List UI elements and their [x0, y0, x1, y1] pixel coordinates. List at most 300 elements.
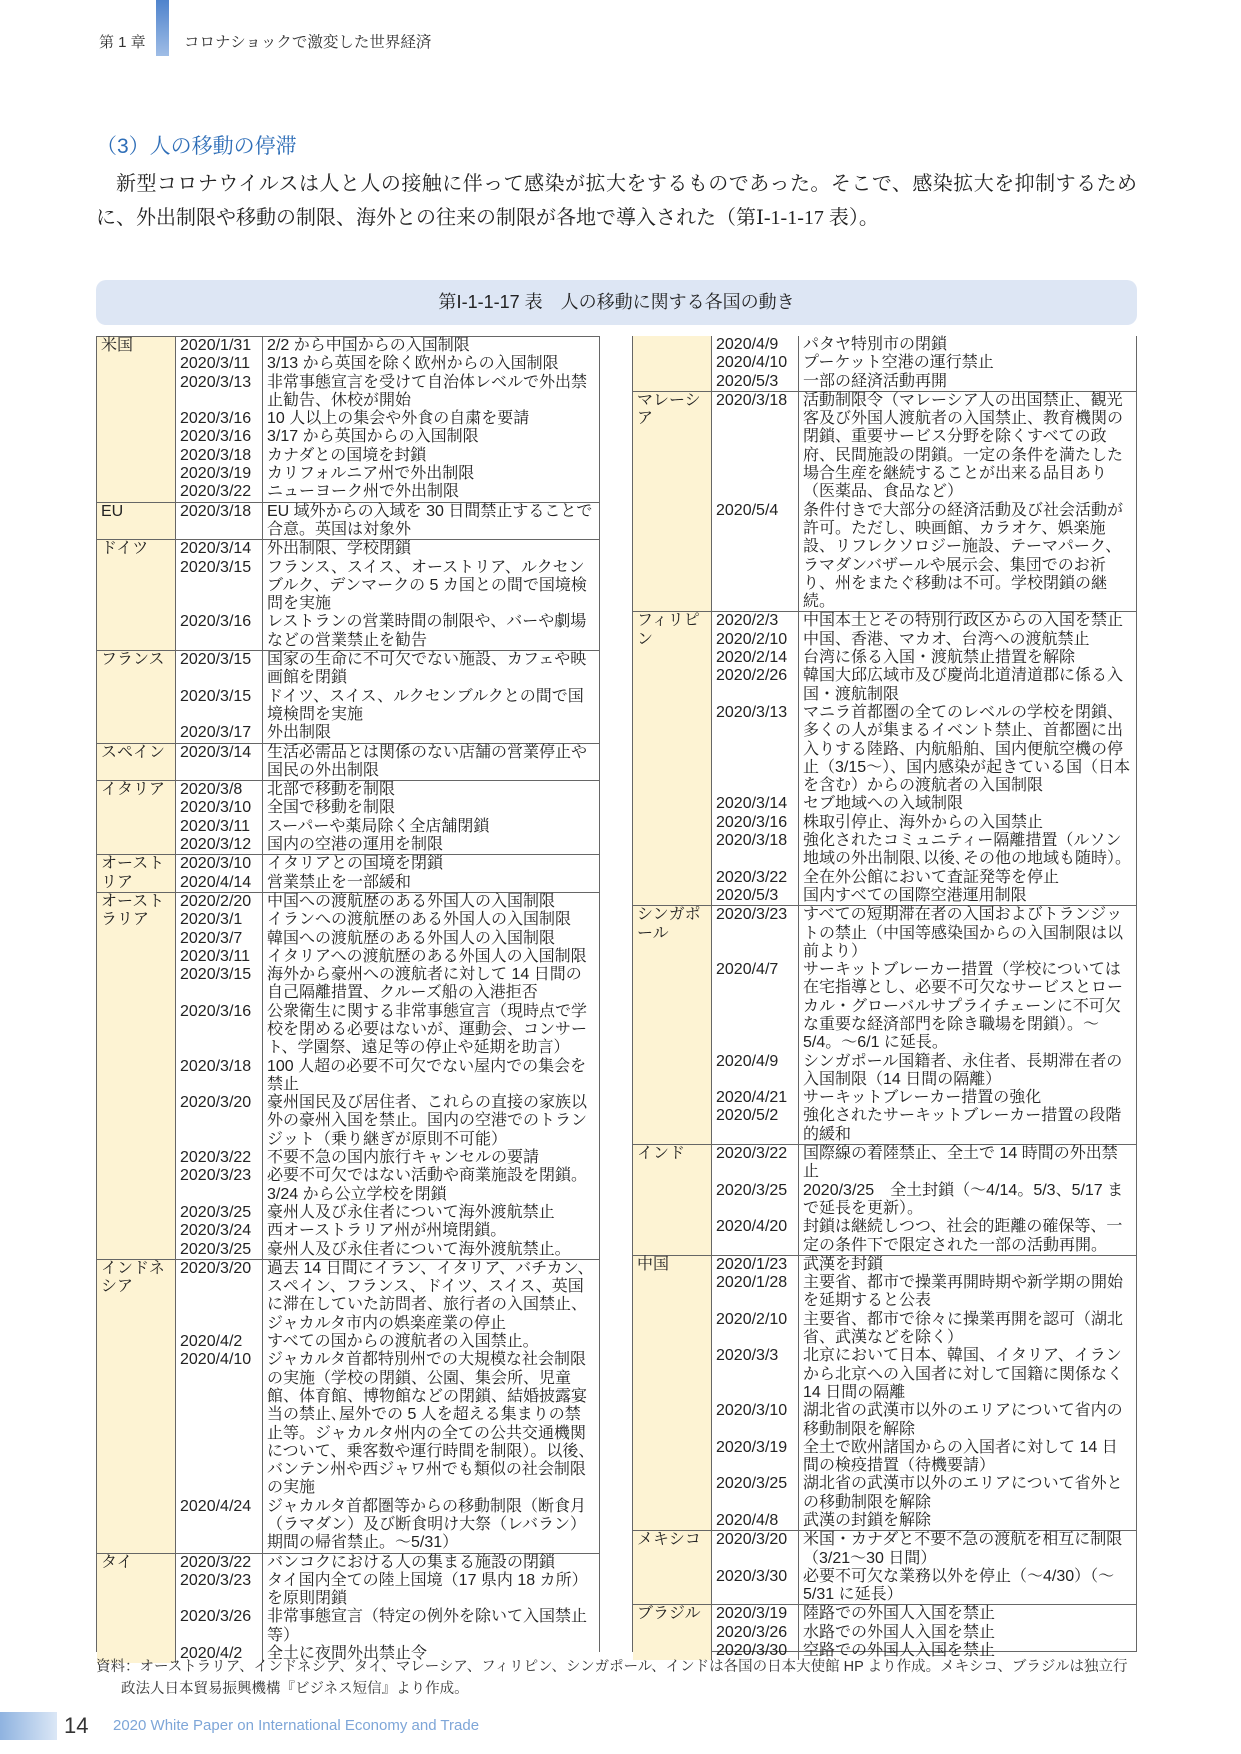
event-cell: 2020/3/25 全土封鎖（〜4/14。5/3、5/17 まで延長を更新）。	[803, 1181, 1124, 1217]
date-cell: 2020/2/20	[176, 893, 263, 911]
date-cell: 2020/4/9	[712, 336, 799, 354]
country-group	[633, 1531, 1136, 1605]
table-left-column	[96, 336, 600, 1663]
country-cell: イタリア	[97, 781, 176, 854]
table-row	[176, 613, 599, 650]
event-cell: 営業禁止を一部緩和	[267, 873, 412, 891]
event-cell: タイ国内全ての陸上国境（17 県内 18 カ所）を原則閉鎖	[267, 1571, 588, 1608]
table-row	[176, 374, 599, 411]
entries-list	[712, 392, 1136, 612]
country-cell: ドイツ	[97, 540, 176, 650]
event-cell: カナダとの国境を封鎖	[267, 446, 427, 464]
table-row	[176, 836, 599, 854]
date-cell: 2020/3/22	[176, 483, 263, 501]
table-row	[712, 961, 1136, 1052]
table-right-column	[632, 336, 1137, 1660]
event-cell: ドイツ、スイス、ルクセンブルクとの間で国境検問を実施	[267, 687, 584, 723]
country-cell: インドネシア	[97, 1260, 176, 1553]
table-row	[712, 667, 1136, 704]
event-cell: 強化されたコミュニティー隔離措置（ルソン地域の外出制限､以後､その他の地域も随時）。	[803, 832, 1132, 868]
event-cell: バンコクにおける人の集まる施設の閉鎖	[267, 1553, 556, 1571]
event-cell: ジャカルタ首都圏等からの移動制限（断食月（ラマダン）及び断食明け大祭（レバラン）期間の帰省禁止。〜5/31）	[267, 1497, 587, 1552]
date-cell: 2020/3/15	[176, 688, 263, 725]
event-cell: マニラ首都圏の全てのレベルの学校を閉鎖、多くの人が集まるイベント禁止、首都圏に出入りする陸路、内航船舶、国内便航空機の停止（3/15〜）、国内感染が起きている国（日本を含む）からの渡航者の入国制限	[803, 703, 1131, 795]
date-cell: 2020/3/30	[712, 1642, 799, 1660]
event-cell: 100 人超の必要不可欠でない屋内での集会を禁止	[267, 1057, 587, 1093]
date-cell: 2020/3/13	[712, 704, 799, 795]
table-row	[712, 354, 1136, 372]
event-cell: 中国本土とその特別行政区からの入国を禁止	[803, 612, 1124, 630]
table-row	[176, 1333, 599, 1351]
country-cell: シンガポール	[633, 906, 712, 1144]
event-cell: 全国で移動を制限	[267, 799, 396, 817]
date-cell: 2020/3/10	[176, 855, 263, 873]
event-cell: パタヤ特別市の閉鎖	[803, 336, 948, 353]
country-cell: スペイン	[97, 744, 176, 781]
table-row	[176, 540, 599, 558]
table-row	[712, 1107, 1136, 1144]
table-row	[176, 1167, 599, 1204]
entries-list	[176, 540, 599, 650]
table-row	[712, 814, 1136, 832]
event-cell: 2/2 から中国からの入国制限	[267, 337, 470, 354]
table-row	[176, 1204, 599, 1222]
date-cell: 2020/2/10	[712, 631, 799, 649]
date-cell: 2020/3/16	[176, 613, 263, 650]
event-cell: プーケット空港の運行禁止	[803, 354, 994, 372]
entries-list	[712, 336, 1136, 391]
event-cell: 公衆衛生に関する非常事態宣言（現時点で学校を閉める必要はないが、運動会、コンサート、学園祭、遠足等の停止や延期を助言）	[267, 1002, 588, 1057]
event-cell: 海外から豪州への渡航者に対して 14 日間の自己隔離措置、クルーズ船の入港拒否	[267, 966, 582, 1002]
table-row	[176, 337, 599, 355]
event-cell: 中国、香港、マカオ、台湾への渡航禁止	[803, 630, 1090, 648]
table-row	[176, 447, 599, 465]
event-cell: 豪州人及び永住者について海外渡航禁止	[267, 1203, 555, 1221]
table-row	[712, 1531, 1136, 1568]
event-cell: 株取引停止、海外からの入国禁止	[803, 813, 1044, 831]
country-cell	[633, 336, 712, 391]
date-cell: 2020/4/21	[712, 1089, 799, 1107]
table-row	[176, 966, 599, 1003]
table-row	[712, 1624, 1136, 1642]
page-number: 14	[64, 1713, 89, 1738]
table-row	[712, 373, 1136, 391]
country-group	[633, 1145, 1136, 1256]
table-row	[176, 1572, 599, 1609]
table-row	[712, 906, 1136, 961]
country-cell: 米国	[97, 337, 176, 502]
country-group	[97, 1554, 599, 1664]
entries-list	[712, 1605, 1136, 1660]
country-group	[633, 1256, 1136, 1531]
event-cell: サーキットブレーカー措置（学校については在宅指導とし、必要不可欠なサービスとローカル・グローバルサプライチェーンに不可欠な重要な経済部門を除き職場を閉鎖）。〜5/4。〜6/1 に延長。	[803, 961, 1124, 1052]
date-cell: 2020/2/3	[712, 612, 799, 630]
event-cell: セブ地域への入域制限	[803, 795, 964, 813]
date-cell: 2020/3/25	[712, 1475, 799, 1512]
event-cell: 韓国への渡航歴のある外国人の入国制限	[267, 929, 556, 947]
date-cell: 2020/3/15	[176, 559, 263, 614]
country-group	[97, 744, 599, 782]
table-row	[176, 855, 599, 873]
date-cell: 2020/3/26	[712, 1624, 799, 1642]
date-cell: 2020/3/25	[176, 1241, 263, 1259]
footer-accent-bar	[0, 1712, 57, 1740]
event-cell: 米国・カナダと不要不急の渡航を相互に制限（3/21〜30 日間）	[803, 1531, 1123, 1567]
event-cell: 空路での外国人入国を禁止	[803, 1642, 996, 1660]
entries-list	[712, 906, 1136, 1144]
table-row	[176, 874, 599, 892]
entries-list	[176, 893, 599, 1259]
country-group	[97, 540, 599, 651]
event-cell: 必要不可欠な業務以外を停止（〜4/30）（〜5/31 に延長）	[803, 1567, 1115, 1604]
entries-list	[176, 651, 599, 742]
event-cell: 必要不可欠ではない活動や商業施設を閉鎖。3/24 から公立学校を閉鎖	[267, 1167, 588, 1203]
table-row	[176, 911, 599, 929]
event-cell: 主要省、都市で徐々に操業再開を認可（湖北省、武漢などを除く）	[803, 1310, 1124, 1347]
table-row	[176, 893, 599, 911]
table-row	[712, 1089, 1136, 1107]
table-row	[176, 930, 599, 948]
event-cell: 湖北省の武漢市以外のエリアについて省内の移動制限を解除	[803, 1402, 1123, 1438]
date-cell: 2020/3/22	[176, 1149, 263, 1167]
table-row	[176, 559, 599, 614]
table-row	[712, 1182, 1136, 1219]
date-cell: 2020/3/23	[712, 906, 799, 961]
table-row	[176, 355, 599, 373]
table-row	[712, 1053, 1136, 1090]
event-cell: 過去 14 日間にイラン、イタリア、バチカン、スペイン、フランス、ドイツ、スイス、英国に滞在していた訪問者、旅行者の入国禁止、ジャカルタ市内の娯楽産業の停止	[267, 1259, 594, 1332]
date-cell: 2020/3/7	[176, 930, 263, 948]
table-row	[176, 1608, 599, 1645]
date-cell: 2020/1/23	[712, 1256, 799, 1274]
table-row	[176, 1351, 599, 1497]
date-cell: 2020/3/26	[176, 1608, 263, 1645]
table-row	[176, 503, 599, 540]
date-cell: 2020/3/10	[712, 1402, 799, 1439]
date-cell: 2020/3/18	[176, 447, 263, 465]
event-cell: 豪州人及び永住者について海外渡航禁止。	[267, 1240, 571, 1258]
event-cell: カリフォルニア州で外出制限	[267, 465, 475, 483]
table-row	[176, 1149, 599, 1167]
table-row	[176, 428, 599, 446]
event-cell: 西オーストラリア州が州境閉鎖。	[267, 1222, 507, 1240]
event-cell: 外出制限	[267, 724, 332, 742]
entries-list	[712, 1256, 1136, 1530]
section-heading: （3）人の移動の停滞	[96, 135, 297, 158]
date-cell: 2020/3/11	[176, 948, 263, 966]
table-row	[712, 392, 1136, 502]
date-cell: 2020/4/10	[712, 354, 799, 372]
table-row	[176, 818, 599, 836]
table-row	[176, 724, 599, 742]
date-cell: 2020/3/10	[176, 799, 263, 817]
chapter-label: 第 1 章	[99, 34, 146, 51]
event-cell: 非常事態宣言（特定の例外を除いて入国禁止等）	[267, 1608, 588, 1644]
event-cell: 外出制限、学校閉鎖	[267, 540, 412, 558]
event-cell: すべての国からの渡航者の入国禁止。	[267, 1333, 539, 1351]
date-cell: 2020/3/22	[712, 869, 799, 887]
table-row	[176, 1498, 599, 1553]
table-row	[712, 887, 1136, 905]
event-cell: 北部で移動を制限	[267, 781, 396, 799]
date-cell: 2020/3/19	[712, 1439, 799, 1476]
table-row	[712, 612, 1136, 630]
event-cell: 中国への渡航歴のある外国人の入国制限	[267, 892, 556, 910]
country-cell: タイ	[97, 1554, 176, 1664]
table-row	[712, 1475, 1136, 1512]
date-cell: 2020/4/8	[712, 1512, 799, 1530]
table-row	[176, 1058, 599, 1095]
table-row	[712, 1439, 1136, 1476]
event-cell: 水路での外国人入国を禁止	[803, 1623, 996, 1641]
country-group	[97, 337, 599, 503]
entries-list	[176, 855, 599, 892]
date-cell: 2020/3/16	[176, 410, 263, 428]
date-cell: 2020/3/1	[176, 911, 263, 929]
event-cell: 活動制限令（マレーシア人の出国禁止、観光客及び外国人渡航者の入国禁止、教育機関の閉鎖、重要サービス分野を除くすべての政府、民間施設の閉鎖。一定の条件を満たした場合生産を継続することが出来る品目あり（医薬品、食品など）	[803, 391, 1124, 501]
event-cell: レストランの営業時間の制限や、バーや劇場などの営業禁止を勧告	[267, 613, 587, 649]
date-cell: 2020/3/3	[712, 1347, 799, 1402]
date-cell: 2020/1/28	[712, 1274, 799, 1311]
entries-list	[176, 503, 599, 540]
table-row	[712, 1145, 1136, 1182]
table-title-banner	[96, 280, 1137, 325]
date-cell: 2020/4/2	[176, 1645, 263, 1663]
table-row	[712, 795, 1136, 813]
event-cell: 台湾に係る入国・渡航禁止措置を解除	[803, 649, 1076, 667]
country-group	[97, 503, 599, 541]
event-cell: 3/13 から英国を除く欧州からの入国制限	[267, 355, 559, 373]
table-row	[712, 1311, 1136, 1348]
country-group	[633, 906, 1136, 1145]
event-cell: 主要省、都市で操業再開時期や新学期の開始を延期すると公表	[803, 1274, 1124, 1310]
date-cell: 2020/3/20	[712, 1531, 799, 1568]
date-cell: 2020/3/25	[712, 1182, 799, 1219]
table-row	[176, 688, 599, 725]
event-cell: ジャカルタ首都特別州での大規模な社会制限の実施（学校の閉鎖、公園、集会所、児童館、体育館、博物館などの閉鎖、結婚披露宴当の禁止､屋外での 5 人を超える集まりの禁止等。ジャカルタ州内の全ての公共交通機関について、乗客数や運行時間を制限）。以後、バンテン州や西ジャワ州でも類似の社会制限の実施	[267, 1351, 595, 1497]
event-cell: 一部の経済活動再開	[803, 372, 948, 390]
header-accent-bar	[156, 0, 169, 56]
country-cell: フランス	[97, 651, 176, 742]
country-cell: オーストラリア	[97, 893, 176, 1259]
date-cell: 2020/3/20	[176, 1260, 263, 1333]
date-cell: 2020/5/3	[712, 373, 799, 391]
date-cell: 2020/3/20	[176, 1094, 263, 1149]
table-row	[176, 1241, 599, 1259]
entries-list	[176, 781, 599, 854]
date-cell: 2020/3/25	[176, 1204, 263, 1222]
country-cell: メキシコ	[633, 1531, 712, 1604]
date-cell: 2020/3/22	[176, 1554, 263, 1572]
date-cell: 2020/4/20	[712, 1218, 799, 1255]
event-cell: 陸路での外国人入国を禁止	[803, 1605, 996, 1623]
event-cell: 武漢を封鎖	[803, 1255, 884, 1273]
date-cell: 2020/2/14	[712, 649, 799, 667]
table-row	[712, 1568, 1136, 1605]
country-group	[97, 893, 599, 1260]
event-cell: シンガポール国籍者、永住者、長期滞在者の入国制限（14 日間の隔離）	[803, 1052, 1123, 1088]
date-cell: 2020/4/9	[712, 1053, 799, 1090]
event-cell: 生活必需品とは関係のない店舗の営業停止や国民の外出制限	[267, 743, 588, 779]
country-cell: 中国	[633, 1256, 712, 1530]
date-cell: 2020/3/13	[176, 374, 263, 411]
country-group	[633, 336, 1136, 392]
event-cell: 強化されたサーキットブレーカー措置の段階的緩和	[803, 1107, 1122, 1143]
date-cell: 2020/3/16	[176, 428, 263, 446]
entries-list	[712, 612, 1136, 905]
table-row	[712, 1218, 1136, 1255]
date-cell: 2020/3/23	[176, 1572, 263, 1609]
event-cell: 北京において日本、韓国、イタリア、イランから北京への入国者に対して国籍に関係なく 14 日間の隔離	[803, 1347, 1124, 1401]
section-body: 新型コロナウイルスは人と人の接触に伴って感染が拡大をするものであった。そこで、感染拡大を抑制するために、外出制限や移動の制限、海外との往来の制限が各地で導入された（第Ⅰ-1-1-17 表）。	[96, 173, 1137, 229]
entries-list	[176, 337, 599, 502]
event-cell: EU 域外からの入域を 30 日間禁止することで合意。英国は対象外	[267, 502, 593, 538]
chapter-title: コロナショックで激変した世界経済	[184, 34, 432, 51]
event-cell: 湖北省の武漢市以外のエリアについて省外との移動制限を解除	[803, 1475, 1123, 1511]
date-cell: 2020/3/15	[176, 966, 263, 1003]
date-cell: 2020/3/23	[176, 1167, 263, 1204]
table-row	[176, 410, 599, 428]
date-cell: 2020/3/15	[176, 651, 263, 688]
event-cell: 国内の空港の運用を制限	[267, 836, 444, 854]
table-row	[176, 744, 599, 781]
event-cell: イタリアへの渡航歴のある外国人の入国制限	[267, 947, 587, 965]
entries-list	[176, 1554, 599, 1664]
country-group	[97, 651, 599, 743]
table-row	[712, 1274, 1136, 1311]
event-cell: フランス、スイス、オーストリア、ルクセンブルク、デンマークの 5 カ国との間で国境検問を実施	[267, 558, 587, 613]
table-row	[176, 1554, 599, 1572]
country-cell: インド	[633, 1145, 712, 1255]
table-row	[712, 649, 1136, 667]
date-cell: 2020/3/14	[712, 795, 799, 813]
event-cell: 国内すべての国際空港運用制限	[803, 886, 1027, 904]
event-cell: すべての短期滞在者の入国およびトランジットの禁止（中国等感染国からの入国制限は以前より）	[803, 906, 1124, 960]
event-cell: 3/17 から英国からの入国制限	[267, 428, 479, 446]
entries-list	[176, 1260, 599, 1553]
event-cell: 封鎖は継続しつつ、社会的距離の確保等、一定の条件下で限定された一部の活動再開。	[803, 1218, 1123, 1254]
table-row	[712, 336, 1136, 354]
date-cell: 2020/3/19	[176, 465, 263, 483]
table-row	[712, 631, 1136, 649]
event-cell: イランへの渡航歴のある外国人の入国制限	[267, 911, 572, 929]
table-row	[712, 1402, 1136, 1439]
table-row	[712, 704, 1136, 795]
date-cell: 2020/3/30	[712, 1568, 799, 1605]
date-cell: 2020/5/4	[712, 502, 799, 612]
date-cell: 2020/3/19	[712, 1605, 799, 1623]
table-row	[176, 1003, 599, 1058]
date-cell: 2020/3/18	[176, 503, 263, 540]
table-row	[712, 1256, 1136, 1274]
country-cell: マレーシア	[633, 392, 712, 612]
table-title: 第Ⅰ-1-1-17 表 人の移動に関する各国の動き	[438, 292, 795, 312]
table-row	[176, 1260, 599, 1333]
date-cell: 2020/3/24	[176, 1222, 263, 1240]
date-cell: 2020/4/10	[176, 1351, 263, 1497]
date-cell: 2020/3/14	[176, 540, 263, 558]
table-row	[176, 465, 599, 483]
date-cell: 2020/3/16	[176, 1003, 263, 1058]
publication-title: 2020 White Paper on International Economy and Trade	[113, 1717, 480, 1734]
table-row	[712, 1605, 1136, 1623]
event-cell: 国際線の着陸禁止、全土で 14 時間の外出禁止	[803, 1145, 1118, 1181]
table-row	[712, 502, 1136, 612]
country-group	[97, 1260, 599, 1554]
date-cell: 2020/3/11	[176, 355, 263, 373]
table-row	[176, 948, 599, 966]
event-cell: サーキットブレーカー措置の強化	[803, 1089, 1042, 1107]
date-cell: 2020/1/31	[176, 337, 263, 355]
event-cell: 条件付きで大部分の経済活動及び社会活動が許可。ただし、映画館、カラオケ、娯楽施設、リフレクソロジー施設、テーマパーク、ラマダンバザールや展示会、集団でのお祈り、州をまたぐ移動は不可。学校閉鎖の継続。	[803, 501, 1124, 611]
country-cell: EU	[97, 503, 176, 540]
table-row	[176, 781, 599, 799]
table-row	[712, 832, 1136, 869]
table-row	[712, 1347, 1136, 1402]
date-cell: 2020/2/26	[712, 667, 799, 704]
event-cell: 10 人以上の集会や外食の自粛を要請	[267, 410, 530, 428]
event-cell: スーパーや薬局除く全店舗閉鎖	[267, 817, 490, 835]
date-cell: 2020/4/7	[712, 961, 799, 1052]
date-cell: 2020/4/24	[176, 1498, 263, 1553]
event-cell: 全在外公館において査証発等を停止	[803, 868, 1060, 886]
entries-list	[712, 1145, 1136, 1255]
country-group	[633, 612, 1136, 906]
event-cell: 不要不急の国内旅行キャンセルの要請	[267, 1149, 540, 1167]
country-cell: フィリピン	[633, 612, 712, 905]
event-cell: イタリアとの国境を閉鎖	[267, 855, 444, 873]
date-cell: 2020/3/12	[176, 836, 263, 854]
event-cell: 豪州国民及び居住者、これらの直接の家族以外の豪州入国を禁止。国内の空港でのトランジット（乗り継ぎが原則不可能）	[267, 1094, 588, 1148]
table-row	[176, 1094, 599, 1149]
date-cell: 2020/3/11	[176, 818, 263, 836]
entries-list	[176, 744, 599, 781]
date-cell: 2020/3/17	[176, 724, 263, 742]
event-cell: 非常事態宣言を受けて自治体レベルで外出禁止勧告、休校が開始	[267, 373, 588, 409]
date-cell: 2020/3/18	[712, 832, 799, 869]
table-row	[176, 1222, 599, 1240]
country-group	[633, 1605, 1136, 1660]
country-group	[633, 392, 1136, 613]
source-note: 資料：オーストラリア、インドネシア、タイ、マレーシア、フィリピン、シンガポール、インドは各国の日本大使館 HP より作成。メキシコ、ブラジルは独立行政法人日本貿易振興機構『ビジネス短信』より作成。	[96, 1659, 1128, 1697]
event-cell: 全土で欧州諸国からの入国者に対して 14 日間の検疫措置（待機要請）	[803, 1438, 1118, 1475]
date-cell: 2020/4/2	[176, 1333, 263, 1351]
event-cell: ニューヨーク州で外出制限	[267, 483, 460, 501]
date-cell: 2020/3/14	[176, 744, 263, 781]
event-cell: 韓国大邱広域市及び慶尚北道清道郡に係る入国・渡航制限	[803, 667, 1124, 703]
date-cell: 2020/5/2	[712, 1107, 799, 1144]
country-cell: オーストリア	[97, 855, 176, 892]
table-row	[712, 1512, 1136, 1530]
table-row	[712, 869, 1136, 887]
date-cell: 2020/2/10	[712, 1311, 799, 1348]
date-cell: 2020/3/18	[712, 392, 799, 502]
country-group	[97, 855, 599, 893]
date-cell: 2020/3/18	[176, 1058, 263, 1095]
table-row	[176, 799, 599, 817]
date-cell: 2020/5/3	[712, 887, 799, 905]
event-cell: 武漢の封鎖を解除	[803, 1512, 932, 1529]
event-cell: 国家の生命に不可欠でない施設、カフェや映画館を閉鎖	[267, 651, 587, 687]
date-cell: 2020/3/22	[712, 1145, 799, 1182]
table-row	[176, 651, 599, 688]
event-cell: 全土に夜間外出禁止令	[267, 1645, 428, 1663]
country-cell: ブラジル	[633, 1605, 712, 1660]
country-group	[97, 781, 599, 855]
date-cell: 2020/4/14	[176, 874, 263, 892]
date-cell: 2020/3/8	[176, 781, 263, 799]
table-row	[176, 483, 599, 501]
